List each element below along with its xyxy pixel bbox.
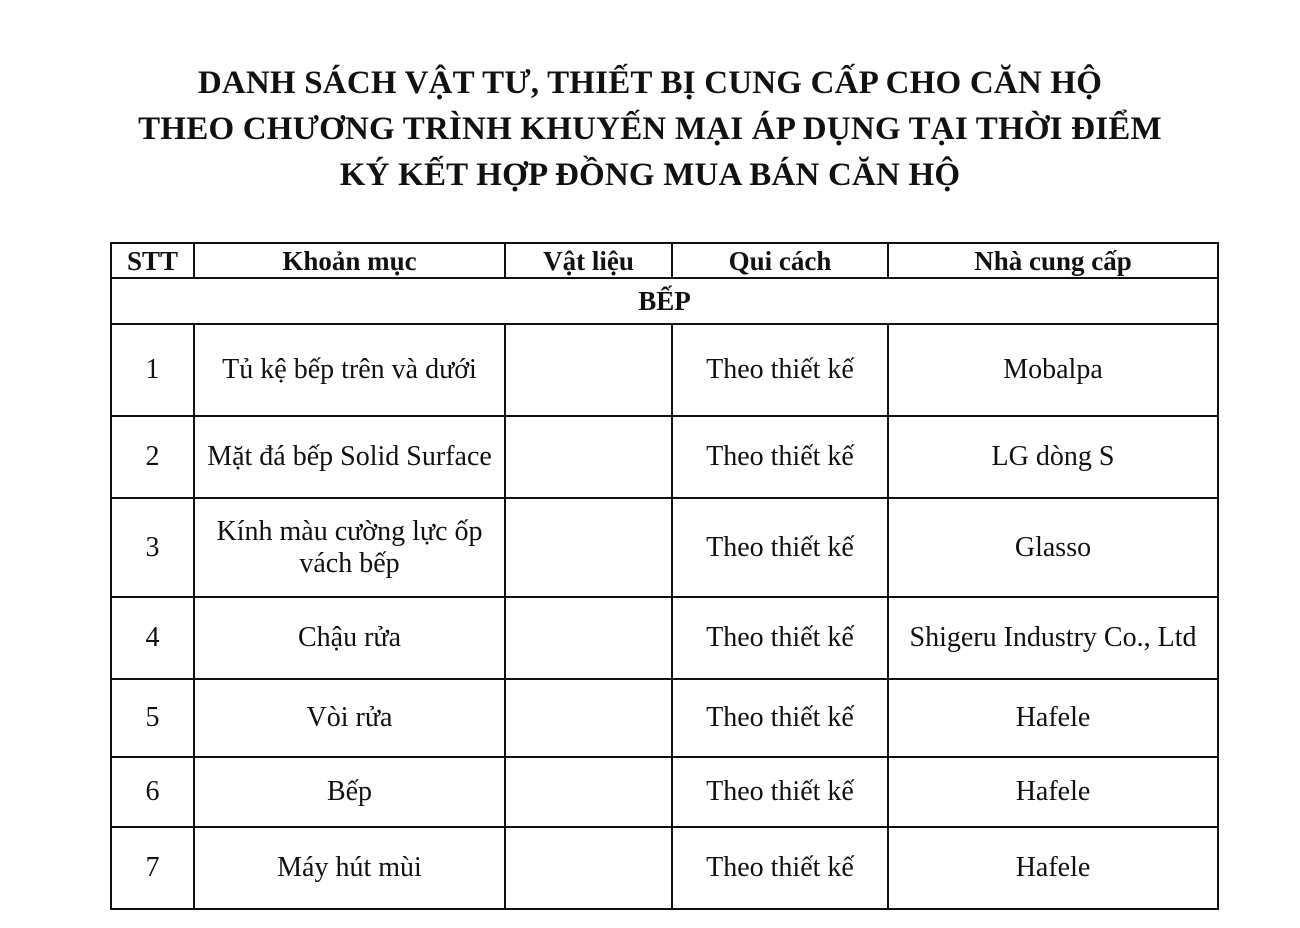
cell-stt: 7 xyxy=(111,827,194,909)
section-row xyxy=(111,278,1218,324)
table-row xyxy=(111,827,1218,909)
document-title xyxy=(0,60,1300,198)
materials-table xyxy=(110,242,1219,910)
cell-supplier: Hafele xyxy=(888,679,1218,757)
cell-item: Máy hút mùi xyxy=(194,827,505,909)
cell-item: Chậu rửa xyxy=(194,597,505,679)
cell-supplier: LG dòng S xyxy=(888,416,1218,498)
table-row xyxy=(111,757,1218,827)
cell-stt: 6 xyxy=(111,757,194,827)
table-row xyxy=(111,679,1218,757)
table-row xyxy=(111,324,1218,416)
cell-stt: 5 xyxy=(111,679,194,757)
cell-spec: Theo thiết kế xyxy=(672,498,888,597)
header-stt: STT xyxy=(111,243,194,278)
title-line: DANH SÁCH VẬT TƯ, THIẾT BỊ CUNG CẤP CHO CĂN HỘ xyxy=(197,65,1103,101)
header-item: Khoản mục xyxy=(194,243,505,278)
cell-spec: Theo thiết kế xyxy=(672,597,888,679)
cell-material xyxy=(505,827,672,909)
cell-material xyxy=(505,757,672,827)
section-title: BẾP xyxy=(111,278,1218,324)
cell-item: Mặt đá bếp Solid Surface xyxy=(194,416,505,498)
header-material: Vật liệu xyxy=(505,243,672,278)
cell-spec: Theo thiết kế xyxy=(672,324,888,416)
header-spec: Qui cách xyxy=(672,243,888,278)
cell-item: Bếp xyxy=(194,757,505,827)
cell-material xyxy=(505,324,672,416)
cell-material xyxy=(505,679,672,757)
cell-stt: 4 xyxy=(111,597,194,679)
cell-item: Tủ kệ bếp trên và dưới xyxy=(194,324,505,416)
table-row xyxy=(111,597,1218,679)
cell-stt: 3 xyxy=(111,498,194,597)
cell-supplier: Glasso xyxy=(888,498,1218,597)
cell-spec: Theo thiết kế xyxy=(672,827,888,909)
table-row xyxy=(111,416,1218,498)
cell-spec: Theo thiết kế xyxy=(672,757,888,827)
cell-spec: Theo thiết kế xyxy=(672,679,888,757)
cell-supplier: Mobalpa xyxy=(888,324,1218,416)
cell-stt: 1 xyxy=(111,324,194,416)
cell-supplier: Hafele xyxy=(888,757,1218,827)
cell-spec: Theo thiết kế xyxy=(672,416,888,498)
cell-stt: 2 xyxy=(111,416,194,498)
header-supplier: Nhà cung cấp xyxy=(888,243,1218,278)
cell-material xyxy=(505,597,672,679)
cell-material xyxy=(505,416,672,498)
title-line: THEO CHƯƠNG TRÌNH KHUYẾN MẠI ÁP DỤNG TẠI THỜI ĐIỂM xyxy=(138,111,1162,147)
table-header-row xyxy=(111,243,1218,278)
cell-material xyxy=(505,498,672,597)
cell-supplier: Shigeru Industry Co., Ltd xyxy=(888,597,1218,679)
cell-item: Vòi rửa xyxy=(194,679,505,757)
cell-item: Kính màu cường lực ốp vách bếp xyxy=(194,498,505,597)
cell-supplier: Hafele xyxy=(888,827,1218,909)
table-row xyxy=(111,498,1218,597)
title-line: KÝ KẾT HỢP ĐỒNG MUA BÁN CĂN HỘ xyxy=(339,157,961,193)
